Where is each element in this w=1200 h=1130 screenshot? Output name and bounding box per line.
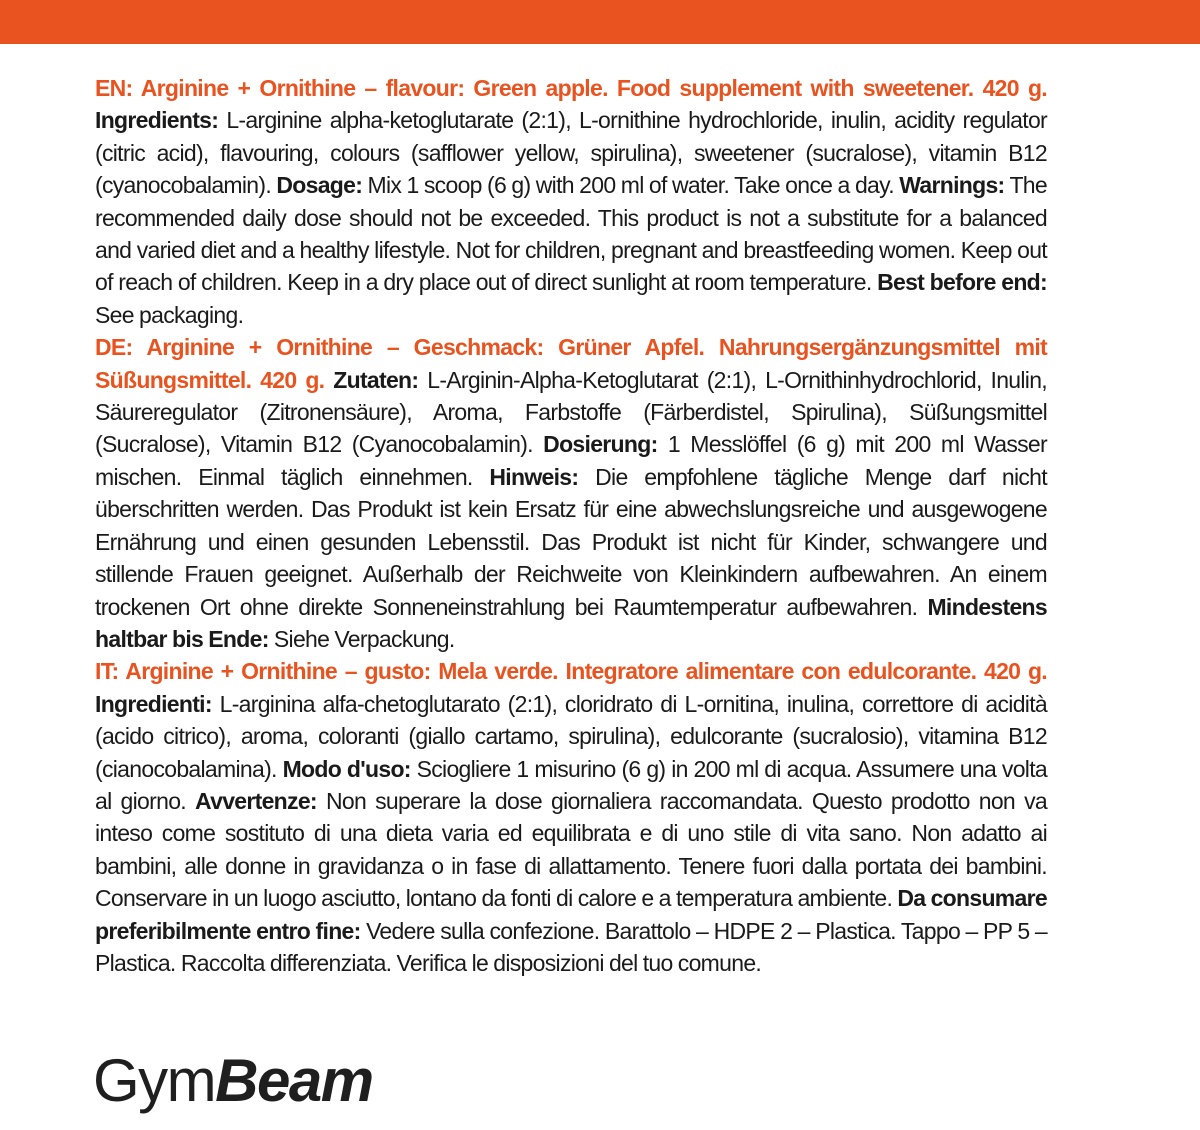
de-best-before-label: Mindestens haltbar bis Ende:	[95, 593, 1047, 652]
en-best-before-label: Best before end:	[877, 269, 1047, 296]
section-en	[95, 72, 1047, 331]
en-dosage-label: Dosage:	[276, 172, 363, 199]
section-it	[95, 655, 1047, 979]
en-ingredients: L-arginine alpha-ketoglutarate (2:1), L-ornithine hydrochloride, inulin, acidity regulator (citric acid), flavouring, colours (safflower yellow, spirulina), sweetener (sucralose), vitamin B12 (cyanocobalamin).	[95, 107, 1047, 199]
logo-part-gym: Gym	[93, 1047, 216, 1114]
de-ingredients: L-Arginin-Alpha-Ketoglutarat (2:1), L-Ornithinhydrochlorid, Inulin, Säureregulator (Zitronensäure), Aroma, Farbstoffe (Färberdistel, Spirulina), Süßungsmittel (Sucralose), Vitamin B12 (Cyanocobalamin).	[95, 366, 1047, 458]
en-ingredients-label: Ingredients:	[95, 107, 219, 134]
en-title: EN: Arginine + Ornithine – flavour: Green apple. Food supplement with sweetener. 420 g.	[95, 75, 1047, 101]
section-de	[95, 331, 1047, 655]
it-ingredients: L-arginina alfa-chetoglutarato (2:1), cloridrato di L-ornitina, inulina, correttore di acidità (acido citrico), aroma, coloranti (giallo cartamo, spirulina), edulcorante (sucralosio), vitamina B12 (cianocobalamina).	[95, 690, 1047, 782]
it-warnings: Non superare la dose giornaliera raccomandata. Questo prodotto non va inteso come sostituto di una dieta varia ed equilibrata e di uno stile di vita sano. Non adatto ai bambini, alle donne in gravidanza o in fase di allattamento. Tenere fuori dalla portata dei bambini. Conservare in un luogo asciutto, lontano da fonti di calore e a temperatura ambiente.	[95, 787, 1047, 912]
de-title: DE: Arginine + Ornithine – Geschmack: Grüner Apfel. Nahrungsergänzungsmittel mit Süßungsmittel. 420 g.	[95, 334, 1047, 393]
it-best-before: Vedere sulla confezione. Barattolo – HDPE 2 – Plastica. Tappo – PP 5 – Plastica. Raccolta differenziata. Verifica le disposizioni del tuo comune.	[95, 917, 1047, 976]
en-warnings: The recommended daily dose should not be exceeded. This product is not a substitute for a balanced and varied diet and a healthy lifestyle. Not for children, pregnant and breastfeeding women. Keep out of reach of children. Keep in a dry place out of direct sunlight at room temperature.	[95, 172, 1047, 296]
de-best-before: Siehe Verpackung.	[273, 625, 455, 652]
it-ingredients-label: Ingredienti:	[95, 690, 212, 717]
it-dosage-label: Modo d'uso:	[282, 755, 411, 782]
en-dosage: Mix 1 scoop (6 g) with 200 ml of water. Take once a day.	[367, 172, 894, 199]
top-accent-bar	[0, 0, 1200, 44]
en-best-before: See packaging.	[95, 301, 244, 328]
logo-part-beam: Beam	[215, 1047, 373, 1114]
de-dosage: 1 Messlöffel (6 g) mit 200 ml Wasser mischen. Einmal täglich einnehmen.	[95, 431, 1047, 490]
it-warnings-label: Avvertenze:	[195, 787, 317, 814]
it-title: IT: Arginine + Ornithine – gusto: Mela verde. Integratore alimentare con edulcorante. 420 g.	[95, 658, 1047, 685]
it-best-before-label: Da consumare preferibilmente entro fine:	[95, 885, 1047, 944]
it-dosage: Sciogliere 1 misurino (6 g) in 200 ml di acqua. Assumere una volta al giorno.	[95, 755, 1047, 814]
en-warnings-label: Warnings:	[899, 172, 1005, 199]
gymbeam-logo	[93, 1036, 373, 1126]
de-warnings-label: Hinweis:	[489, 463, 579, 490]
de-ingredients-label: Zutaten:	[333, 366, 419, 393]
label-text-block	[95, 72, 1047, 979]
de-dosage-label: Dosierung:	[543, 431, 658, 458]
de-warnings: Die empfohlene tägliche Menge darf nicht überschritten werden. Das Produkt ist kein Ersatz für eine abwechslungsreiche und ausgewogene Ernährung und einen gesunden Lebensstil. Das Produkt ist nicht für Kinder, schwangere und stillende Frauen geeignet. Außerhalb der Reichweite von Kleinkindern aufbewahren. An einem trockenen Ort ohne direkte Sonneneinstrahlung bei Raumtemperatur aufbewahren.	[95, 463, 1047, 620]
